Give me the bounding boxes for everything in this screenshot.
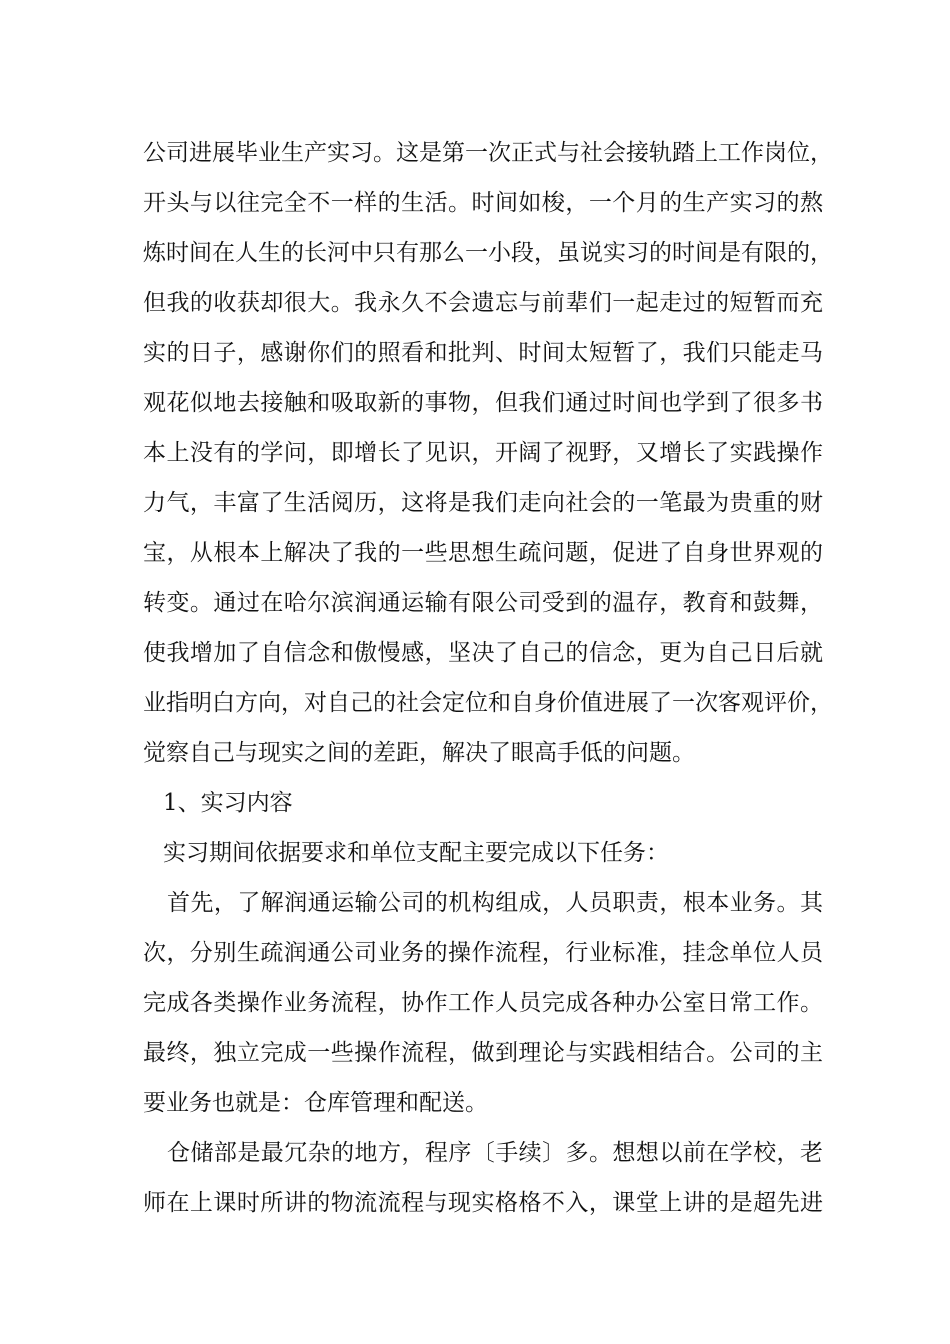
text-line: 仓储部是最冗杂的地方，程序〔手续〕多。想想以前在学校，老	[167, 1140, 823, 1166]
text-line: 本上没有的学问，即增长了见识，开阔了视野，又增长了实践操作	[143, 440, 823, 466]
text-line: 完成各类操作业务流程，协作工作人员完成各种办公室日常工作。	[143, 990, 823, 1016]
text-line: 公司进展毕业生产实习。这是第一次正式与社会接轨踏上工作岗位，	[143, 140, 833, 166]
text-line: 1、实习内容	[163, 790, 293, 816]
text-line: 师在上课时所讲的物流流程与现实格格不入，课堂上讲的是超先进	[143, 1190, 823, 1216]
text-line: 力气，丰富了生活阅历，这将是我们走向社会的一笔最为贵重的财	[143, 490, 823, 516]
text-line: 业指明白方向，对自己的社会定位和自身价值进展了一次客观评价，	[143, 690, 833, 716]
text-line: 觉察自己与现实之间的差距，解决了眼高手低的问题。	[143, 740, 695, 766]
text-line: 观花似地去接触和吸取新的事物，但我们通过时间也学到了很多书	[143, 390, 823, 416]
text-line: 实习期间依据要求和单位支配主要完成以下任务：	[163, 840, 669, 866]
text-line: 宝，从根本上解决了我的一些思想生疏问题，促进了自身世界观的	[143, 540, 823, 566]
text-line: 最终，独立完成一些操作流程，做到理论与实践相结合。公司的主	[143, 1040, 823, 1066]
text-line: 炼时间在人生的长河中只有那么一小段，虽说实习的时间是有限的，	[143, 240, 833, 266]
text-line: 首先，了解润通运输公司的机构组成，人员职责，根本业务。其	[167, 890, 823, 916]
text-line: 开头与以往完全不一样的生活。时间如梭，一个月的生产实习的熬	[143, 190, 823, 216]
text-line: 转变。通过在哈尔滨润通运输有限公司受到的温存，教育和鼓舞，	[143, 590, 823, 616]
text-line: 但我的收获却很大。我永久不会遗忘与前辈们一起走过的短暂而充	[143, 290, 823, 316]
text-line: 使我增加了自信念和傲慢感，坚决了自己的信念，更为自己日后就	[143, 640, 823, 666]
text-line: 次，分别生疏润通公司业务的操作流程，行业标准，挂念单位人员	[143, 940, 823, 966]
text-line: 实的日子，感谢你们的照看和批判、时间太短暂了，我们只能走马	[143, 340, 823, 366]
text-line: 要业务也就是：仓库管理和配送。	[143, 1090, 488, 1116]
